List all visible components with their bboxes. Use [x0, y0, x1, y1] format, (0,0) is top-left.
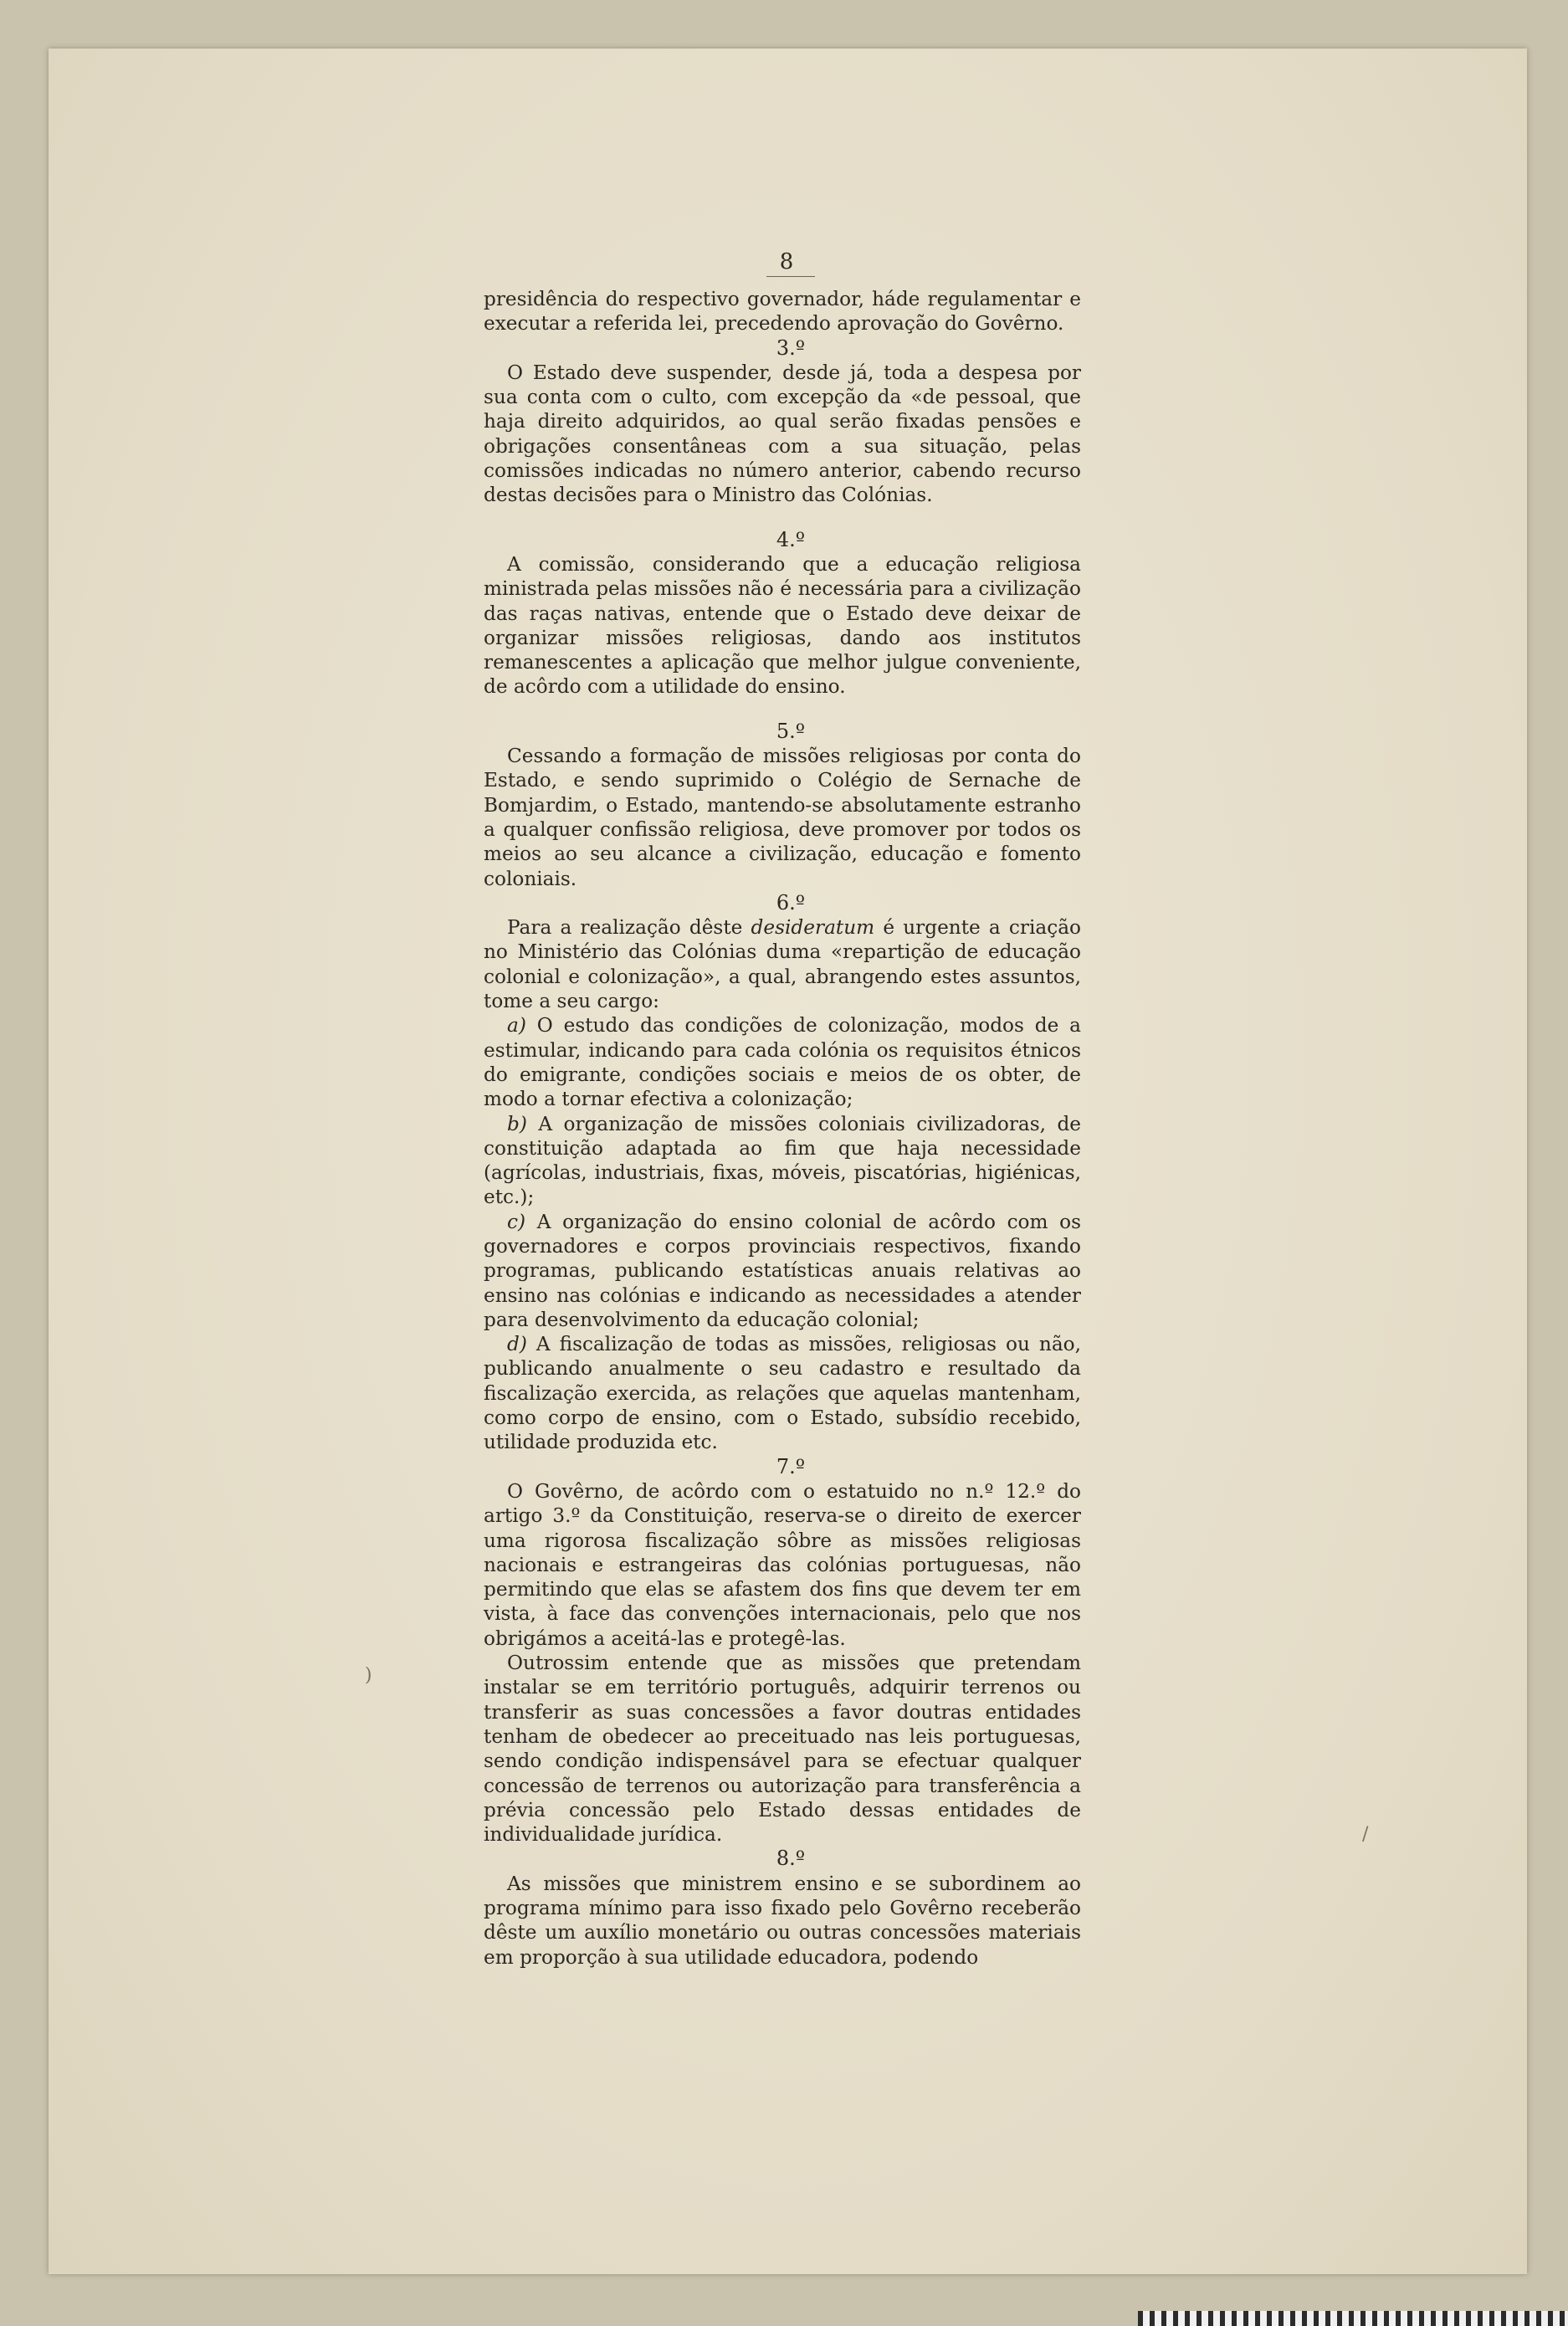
desideratum-term: desideratum: [751, 916, 875, 940]
list-item-text: A organização do ensino colonial de acôrdo com os governadores e corpos provinciais respectivos, fixando programas, publicando estatísticas anuais relativas ao ensino nas colónias e indicando as necessidades a atender para desenvolvimento da educação colonial;: [484, 1210, 1081, 1331]
section-7-paragraph-2: Outrossim entende que as missões que pretendam instalar se em território português, adquirir terrenos ou transferir as suas concessões a favor doutras entidades tenham de obedecer ao preceituado nas leis portuguesas, sendo condição indispensável para se efectuar qualquer concessão de terrenos ou autorização para transferência a prévia concessão pelo Estado dessas entidades de individualidade jurídica.: [484, 1652, 1081, 1847]
intro-paragraph: presidência do respectivo governador, háde regulamentar e executar a referida lei, precedendo aprovação do Govêrno.: [484, 288, 1081, 336]
margin-mark-right: /: [1362, 1824, 1369, 1845]
list-item-a: [484, 1013, 1081, 1111]
section-6-intro: [484, 915, 1081, 1013]
section-heading-5: 5.º: [776, 719, 806, 743]
section-heading-6: 6.º: [776, 890, 806, 915]
list-item-c: [484, 1210, 1081, 1332]
section-heading-8: 8.º: [776, 1847, 806, 1871]
list-item-label: a): [507, 1014, 526, 1037]
list-item-b: [484, 1112, 1081, 1210]
margin-mark-left: ): [365, 1665, 372, 1686]
page-number: 8: [779, 249, 794, 274]
list-item-label: b): [507, 1112, 527, 1135]
list-item-d: [484, 1332, 1081, 1454]
section-6-intro-after: é urgente a criação no Ministério das Colónias duma «repartição de educação colonial e colonização», a qual, abrangendo estes assuntos, tome a seu cargo:: [484, 916, 1081, 1013]
section-3-paragraph: O Estado deve suspender, desde já, toda a despesa por sua conta com o culto, com excepção da «de pessoal, que haja direito adquiridos, ao qual serão fixadas pensões e obrigações consentâneas com a sua situação, pelas comissões indicadas no número anterior, cabendo recurso destas decisões para o Ministro das Colónias.: [484, 361, 1081, 507]
section-8-paragraph: As missões que ministrem ensino e se subordinem ao programa mínimo para isso fixado pelo Govêrno receberão dêste um auxílio monetário ou outras concessões materiais em proporção à sua utilidade educadora, podendo: [484, 1872, 1081, 1969]
list-item-label: c): [507, 1210, 526, 1233]
list-item-text: O estudo das condições de colonização, modos de a estimular, indicando para cada colónia os requisitos étnicos do emigrante, condições sociais e meios de os obter, de modo a tornar efectiva a colonização;: [484, 1014, 1081, 1111]
scan-scale-strip: [1138, 2311, 1568, 2326]
list-item-text: A fiscalização de todas as missões, religiosas ou não, publicando anualmente o seu cadastro e resultado da fiscalização exercida, as relações que aquelas mantenham, como corpo de ensino, com o Estado, subsídio recebido, utilidade produzida etc.: [484, 1333, 1082, 1454]
list-item-text: A organização de missões coloniais civilizadoras, de constituição adaptada ao fim que haja necessidade (agrícolas, industriais, fixas, móveis, piscatórias, higiénicas, etc.);: [484, 1112, 1082, 1209]
section-heading-4: 4.º: [776, 527, 806, 551]
section-heading-7: 7.º: [776, 1454, 806, 1478]
list-item-label: d): [507, 1333, 527, 1356]
section-heading-3: 3.º: [776, 336, 806, 360]
page-number-rule: [766, 276, 815, 277]
section-4-paragraph: A comissão, considerando que a educação religiosa ministrada pelas missões não é necessária para a civilização das raças nativas, entende que o Estado deve deixar de organizar missões religiosas, dando aos institutos remanescentes a aplicação que melhor julgue conveniente, de acôrdo com a utilidade do ensino.: [484, 552, 1081, 699]
section-6-intro-before: Para a realização dêste: [507, 916, 743, 940]
section-7-paragraph-1: O Govêrno, de acôrdo com o estatuido no n.º 12.º do artigo 3.º da Constituição, reserva-se o direito de exercer uma rigorosa fiscalização sôbre as missões religiosas nacionais e estrangeiras das colónias portuguesas, não permitindo que elas se afastem dos fins que devem ter em vista, à face das convenções internacionais, pelo que nos obrigámos a aceitá-las e protegê-las.: [484, 1479, 1081, 1650]
page-content: [484, 251, 1081, 1970]
section-5-paragraph: Cessando a formação de missões religiosas por conta do Estado, e sendo suprimido o Colégio de Sernache de Bomjardim, o Estado, mantendo-se absolutamente estranho a qualquer confissão religiosa, deve promover por todos os meios ao seu alcance a civilização, educação e fomento coloniais.: [484, 745, 1081, 890]
